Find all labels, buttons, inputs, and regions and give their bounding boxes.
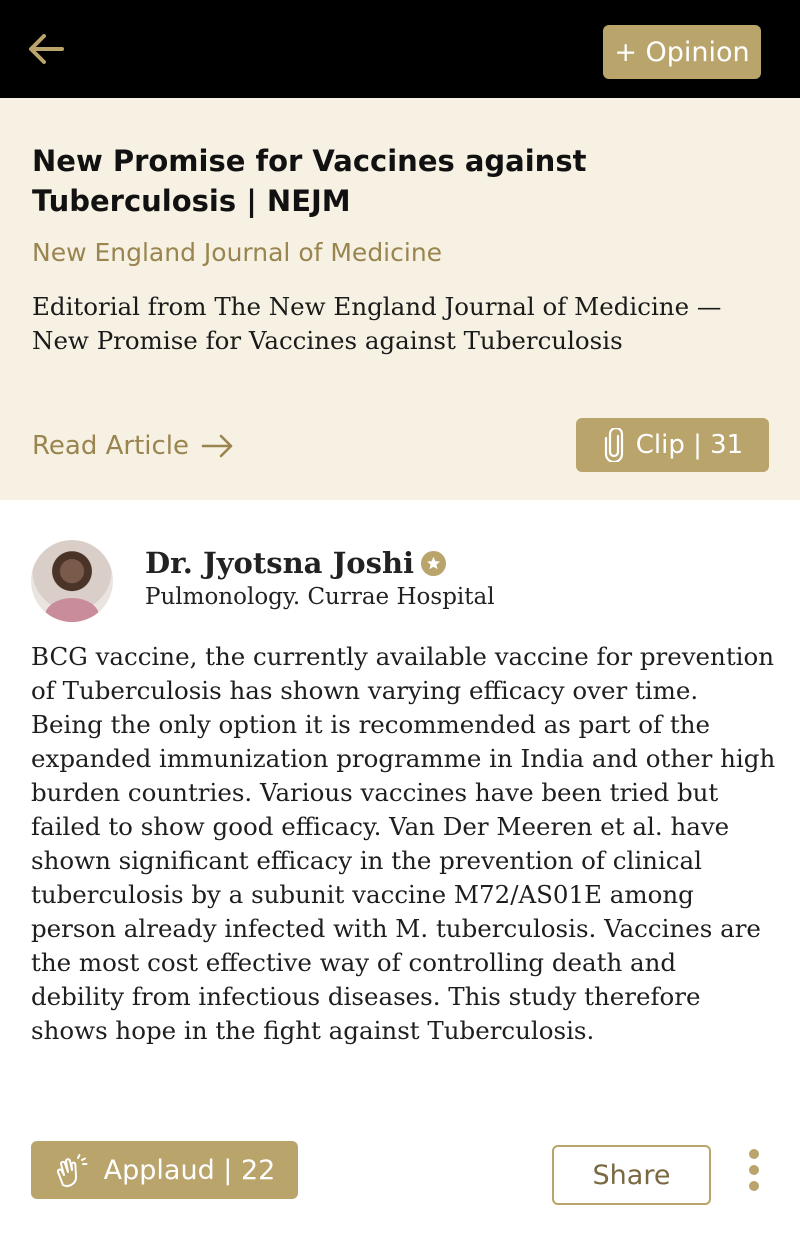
applaud-button[interactable] [31,1141,298,1199]
share-button[interactable] [552,1145,711,1205]
article-source: New England Journal of Medicine [32,238,443,267]
clapping-hands-icon [54,1152,90,1188]
opinion-text: BCG vaccine, the currently available vaccine for prevention of Tuberculosis has shown varying efficacy over time. Being the only option it is recommended as part of the expanded immunization programme in India and other high burden countries. Various vaccines have been tried but failed to show good efficacy. Van Der Meeren et al. have shown significant efficacy in the prevention of clinical tuberculosis by a subunit vaccine M72/AS01E among person already infected with M. tuberculosis. Vaccines are the most cost effective way of controlling death and debility from infectious diseases. This study therefore shows hope in the fight against Tuberculosis. [31,642,776,1045]
clip-button[interactable] [576,418,769,472]
author-subtitle: Pulmonology. Currae Hospital [145,584,495,610]
avatar[interactable] [31,540,113,622]
article-description: Editorial from The New England Journal of Medicine — New Promise for Vaccines against Tuberculosis [32,292,722,355]
article-title[interactable]: New Promise for Vaccines against Tuberculosis | NEJM [32,144,587,218]
read-article-label: Read Article [32,431,190,461]
add-opinion-button[interactable] [603,25,761,79]
more-vertical-icon [740,1148,768,1192]
author-name[interactable] [145,546,447,580]
top-bar [0,0,800,98]
article-card [0,98,800,500]
add-opinion-label: + Opinion [614,36,750,68]
more-options-button[interactable] [740,1148,768,1192]
clip-label: Clip | 31 [635,430,744,460]
arrow-left-icon [24,27,68,71]
back-button[interactable] [24,27,68,71]
opinion-card [0,500,800,1246]
author-name-text: Dr. Jyotsna Joshi [145,546,415,580]
star-badge-icon [420,550,447,577]
avatar-shoulders [45,598,99,622]
arrow-right-icon [201,433,235,459]
applaud-label: Applaud | 22 [103,1154,276,1186]
paperclip-icon [602,428,626,462]
share-label: Share [592,1159,671,1191]
read-article-link[interactable] [32,428,235,464]
